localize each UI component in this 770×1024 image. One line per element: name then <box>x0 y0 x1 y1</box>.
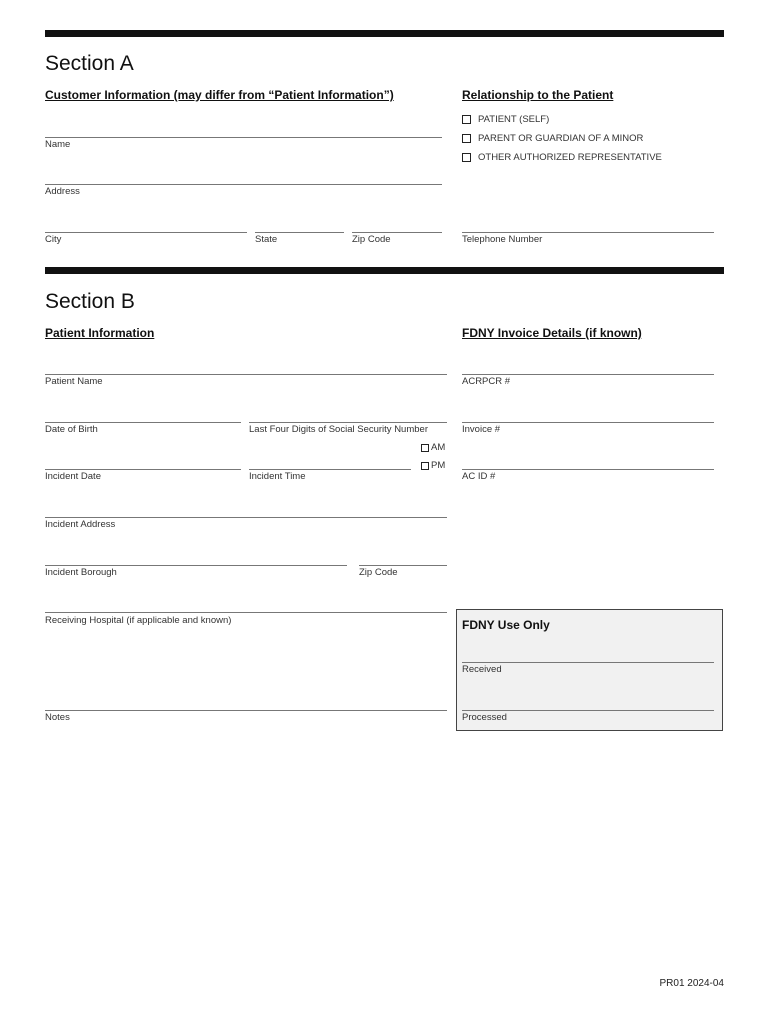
telephone-label: Telephone Number <box>462 234 543 245</box>
invoice-details-heading: FDNY Invoice Details (if known) <box>462 326 642 340</box>
section-b-title: Section B <box>45 290 135 313</box>
processed-label: Processed <box>462 712 507 723</box>
incident-borough-label: Incident Borough <box>45 567 117 578</box>
am-option[interactable] <box>421 442 445 453</box>
incident-address-field[interactable] <box>45 517 447 518</box>
receiving-hospital-field[interactable] <box>45 612 447 613</box>
relationship-option-label: OTHER AUTHORIZED REPRESENTATIVE <box>478 152 662 163</box>
invoice-number-label: Invoice # <box>462 424 501 435</box>
address-label: Address <box>45 186 80 197</box>
state-label: State <box>255 234 278 245</box>
patient-information-heading: Patient Information <box>45 326 155 340</box>
acrpcr-label: ACRPCR # <box>462 376 511 387</box>
telephone-field[interactable] <box>462 232 714 233</box>
date-of-birth-field[interactable] <box>45 422 241 423</box>
incident-zip-code-label: Zip Code <box>359 567 398 578</box>
pm-label: PM <box>431 460 446 471</box>
relationship-heading: Relationship to the Patient <box>462 88 614 102</box>
incident-zip-code-field[interactable] <box>359 565 447 566</box>
zip-code-label: Zip Code <box>352 234 391 245</box>
city-label: City <box>45 234 62 245</box>
acrpcr-field[interactable] <box>462 374 714 375</box>
incident-address-label: Incident Address <box>45 519 116 530</box>
checkbox[interactable] <box>462 134 471 143</box>
ac-id-label: AC ID # <box>462 471 496 482</box>
notes-label: Notes <box>45 712 70 723</box>
checkbox[interactable] <box>421 462 429 470</box>
incident-date-label: Incident Date <box>45 471 101 482</box>
invoice-number-field[interactable] <box>462 422 714 423</box>
checkbox[interactable] <box>462 153 471 162</box>
customer-information-heading: Customer Information (may differ from “Patient Information”) <box>45 88 394 102</box>
incident-borough-field[interactable] <box>45 565 347 566</box>
relationship-option-label: PARENT OR GUARDIAN OF A MINOR <box>478 133 644 144</box>
ac-id-field[interactable] <box>462 469 714 470</box>
incident-time-label: Incident Time <box>249 471 306 482</box>
relationship-option-other-representative[interactable] <box>462 152 662 163</box>
address-field[interactable] <box>45 184 442 185</box>
ssn-last-four-label: Last Four Digits of Social Security Number <box>249 424 428 435</box>
incident-time-field[interactable] <box>249 469 411 470</box>
section-b-divider-bar <box>45 267 724 274</box>
patient-name-field[interactable] <box>45 374 447 375</box>
processed-field[interactable] <box>462 710 714 711</box>
incident-date-field[interactable] <box>45 469 241 470</box>
section-a-divider-bar <box>45 30 724 37</box>
date-of-birth-label: Date of Birth <box>45 424 98 435</box>
checkbox[interactable] <box>421 444 429 452</box>
receiving-hospital-label: Receiving Hospital (if applicable and known) <box>45 615 232 626</box>
form-code-footer: PR01 2024-04 <box>659 978 724 989</box>
section-a-title: Section A <box>45 52 134 75</box>
zip-code-field[interactable] <box>352 232 442 233</box>
received-field[interactable] <box>462 662 714 663</box>
name-field[interactable] <box>45 137 442 138</box>
pm-option[interactable] <box>421 460 445 471</box>
patient-name-label: Patient Name <box>45 376 103 387</box>
name-label: Name <box>45 139 71 150</box>
fdny-use-only-title: FDNY Use Only <box>462 618 550 632</box>
city-field[interactable] <box>45 232 247 233</box>
ssn-last-four-field[interactable] <box>249 422 447 423</box>
am-label: AM <box>431 442 446 453</box>
relationship-option-parent-guardian[interactable] <box>462 133 643 144</box>
notes-field[interactable] <box>45 710 447 711</box>
checkbox[interactable] <box>462 115 471 124</box>
received-label: Received <box>462 664 502 675</box>
relationship-option-patient-self[interactable] <box>462 114 549 125</box>
relationship-option-label: PATIENT (SELF) <box>478 114 550 125</box>
state-field[interactable] <box>255 232 344 233</box>
